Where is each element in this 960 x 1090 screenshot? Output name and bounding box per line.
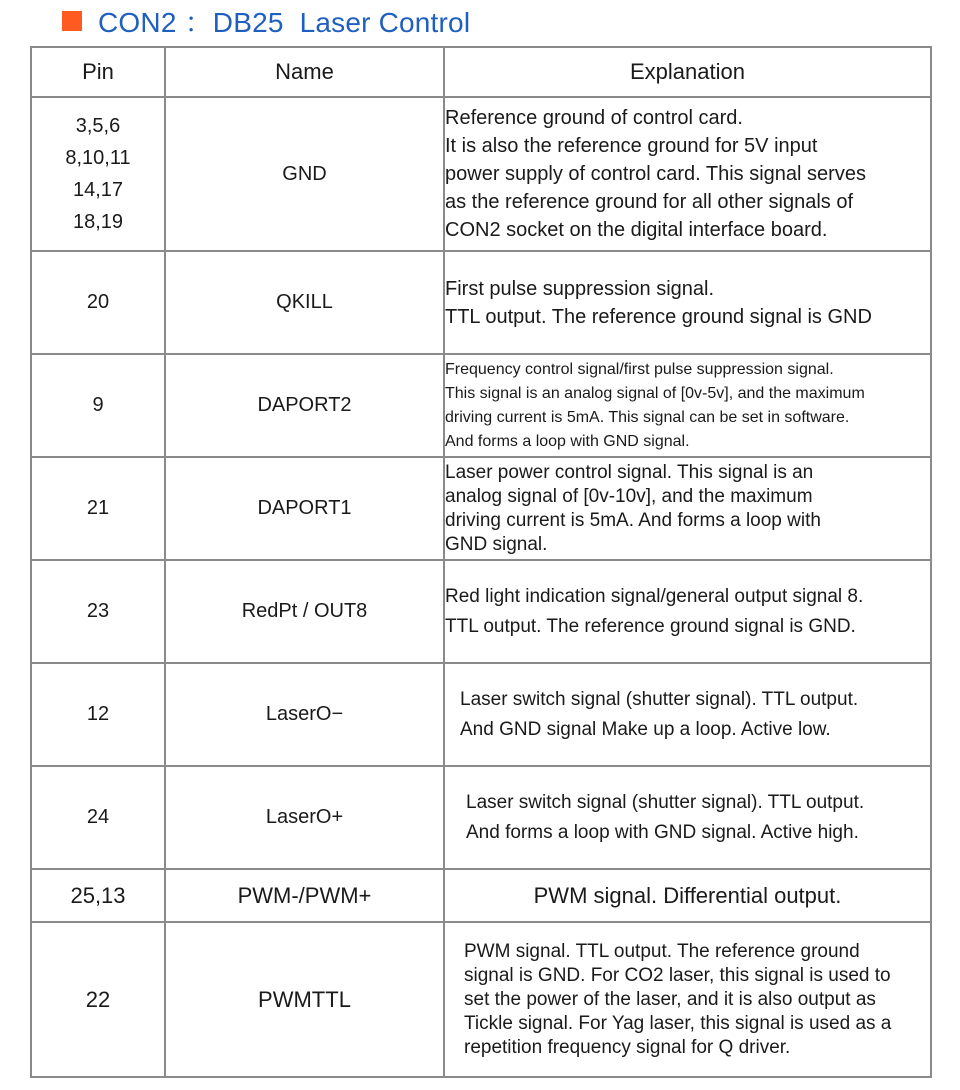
explanation-cell: [444, 354, 931, 457]
explanation-line: And GND signal Make up a loop. Active low.: [460, 718, 831, 740]
explanation-line: Laser switch signal (shutter signal). TTL output.: [466, 791, 865, 813]
pin-value: 18,19: [72, 211, 124, 233]
explanation-line: driving current is 5mA. And forms a loop with: [445, 509, 821, 531]
explanation-cell: [444, 869, 931, 922]
explanation-line: First pulse suppression signal.: [445, 277, 715, 300]
pin-value: 23: [86, 600, 110, 622]
pin-cell: [31, 869, 165, 922]
table-row: [31, 354, 931, 457]
explanation-line: repetition frequency signal for Q driver.: [464, 1036, 791, 1058]
explanation-line: CON2 socket on the digital interface board.: [445, 219, 828, 241]
explanation-line: Reference ground of control card.: [445, 107, 743, 129]
explanation-line: analog signal of [0v-10v], and the maximum: [445, 485, 813, 507]
name-cell: PWMTTL: [165, 922, 444, 1077]
table-header-row: [31, 47, 931, 97]
orange-square-icon: [62, 11, 82, 31]
name-cell: LaserO−: [165, 663, 444, 766]
name-cell: DAPORT2: [165, 354, 444, 457]
table-row: [31, 97, 931, 251]
pin-value: 21: [86, 497, 110, 519]
name-cell: PWM-/PWM+: [165, 869, 444, 922]
pin-value: 22: [85, 986, 111, 1012]
explanation-line: as the reference ground for all other signals of: [445, 191, 854, 213]
pin-value: 8,10,11: [65, 147, 131, 169]
pin-value: 25,13: [70, 882, 126, 908]
explanation-line: It is also the reference ground for 5V input: [445, 135, 818, 157]
name-cell: GND: [165, 97, 444, 251]
explanation-line: TTL output. The reference ground signal is GND.: [445, 615, 856, 637]
header-explanation: Explanation: [444, 47, 931, 97]
pin-cell: [31, 766, 165, 869]
explanation-line: power supply of control card. This signal serves: [445, 163, 866, 185]
pin-table: [30, 46, 932, 1078]
table-row: [31, 560, 931, 663]
name-cell: DAPORT1: [165, 457, 444, 560]
explanation-line: This signal is an analog signal of [0v-5v], and the maximum: [445, 384, 865, 402]
explanation-line: And forms a loop with GND signal. Active high.: [466, 821, 859, 843]
section-title: CON2 ：DB25 Laser Control: [98, 7, 471, 38]
pin-cell: [31, 354, 165, 457]
explanation-cell: [444, 457, 931, 560]
pin-value: 3,5,6: [75, 115, 121, 137]
explanation-cell: [444, 663, 931, 766]
table-row: [31, 869, 931, 922]
explanation-line: driving current is 5mA. This signal can be set in software.: [445, 408, 850, 426]
pin-cell: [31, 457, 165, 560]
explanation-line: set the power of the laser, and it is also output as: [464, 988, 876, 1010]
explanation-line: Tickle signal. For Yag laser, this signal is used as a: [464, 1012, 892, 1034]
pin-value: 14,17: [72, 179, 124, 201]
name-cell: QKILL: [165, 251, 444, 354]
explanation-line: PWM signal. Differential output.: [533, 882, 842, 908]
pin-cell: [31, 663, 165, 766]
pin-cell: [31, 251, 165, 354]
header-pin: Pin: [31, 47, 165, 97]
pin-cell: [31, 922, 165, 1077]
explanation-line: Laser power control signal. This signal is an: [445, 461, 814, 483]
explanation-cell: [444, 766, 931, 869]
explanation-cell: [444, 251, 931, 354]
explanation-line: PWM signal. TTL output. The reference ground: [464, 940, 860, 962]
explanation-cell: [444, 922, 931, 1077]
explanation-cell: [444, 560, 931, 663]
pin-cell: [31, 97, 165, 251]
explanation-line: Red light indication signal/general output signal 8.: [445, 585, 864, 607]
explanation-line: Frequency control signal/first pulse suppression signal.: [445, 360, 834, 378]
explanation-line: signal is GND. For CO2 laser, this signal is used to: [464, 964, 891, 986]
explanation-line: GND signal.: [445, 533, 548, 555]
explanation-line: And forms a loop with GND signal.: [445, 432, 690, 450]
table-row: [31, 457, 931, 560]
name-cell: RedPt / OUT8: [165, 560, 444, 663]
name-cell: LaserO+: [165, 766, 444, 869]
explanation-cell: [444, 97, 931, 251]
pin-value: 9: [92, 394, 104, 416]
table-row: [31, 663, 931, 766]
explanation-line: Laser switch signal (shutter signal). TTL output.: [460, 688, 859, 710]
pin-cell: [31, 560, 165, 663]
pin-value: 12: [86, 703, 110, 725]
header-name: Name: [165, 47, 444, 97]
section-heading: [62, 5, 470, 37]
explanation-line: TTL output. The reference ground signal is GND: [445, 305, 872, 328]
pin-value: 24: [86, 806, 110, 828]
pin-value: 20: [86, 291, 110, 313]
table-row: [31, 766, 931, 869]
table-row: [31, 251, 931, 354]
table-row: [31, 922, 931, 1077]
